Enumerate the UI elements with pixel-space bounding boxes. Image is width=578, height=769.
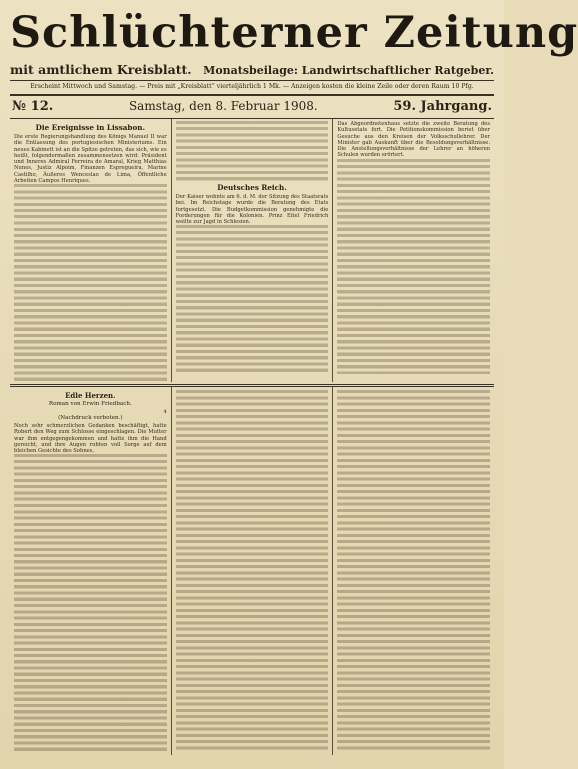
subhead-left: mit amtlichem Kreisblatt. bbox=[10, 62, 192, 77]
article-text-germany: Der Kaiser wohnte am 6. d. M. der Sitzung des Staatsrats bei. Im Reichstage wurde die Beratung des Etats fortgesetzt. Die Budgetkommission genehmigte die Forderungen für die Kolonien. Prinz Eitel Friedrich weilte zur Jagd in Schlesien. bbox=[175, 194, 329, 225]
publication-info: Erscheint Mittwoch und Samstag. — Preis mit „Kreisblatt“ vierteljährlich 1 Mk. — Anzeigen kosten die kleine Zeile oder deren Raum 10 Pfg. bbox=[30, 83, 474, 90]
serial-number: 4 bbox=[163, 409, 167, 415]
serial-text: Noch sehr schmerzlichen Gedanken beschäftigt, hatte Robert den Weg zum Schlosse eingeschlagen. Die Mutter war ihm entgegengekommen und hatte ihm die Hand gereicht, und ihre Augen ruhten voll Sorge auf dem bleichen Gesichte des Sohnes. bbox=[14, 423, 167, 454]
article-continuation bbox=[176, 225, 329, 375]
serial-author: Roman von Erwin Friedbach. bbox=[48, 401, 132, 407]
article-continuation bbox=[14, 184, 167, 384]
serial-continuation bbox=[337, 390, 490, 750]
serial-column bbox=[10, 387, 172, 755]
subhead-right: Monatsbeilage: Landwirtschaftlicher Ratgeber. bbox=[203, 64, 494, 77]
lower-columns bbox=[10, 387, 494, 755]
issue-bar bbox=[10, 96, 494, 116]
column-lower-3 bbox=[333, 387, 494, 755]
masthead-title: Schlüchterner Zeitung bbox=[10, 8, 578, 58]
article-continuation bbox=[337, 159, 490, 374]
subhead bbox=[10, 62, 494, 77]
serial-title: Edle Herzen. bbox=[65, 391, 116, 400]
serial-continuation bbox=[176, 390, 329, 750]
article-text-lisbon: Die erste Regierungshandlung des Königs Manuel II war die Entlassung des portugiesischen Ministeriums. Ein neues Kabinett ist an die Spitze getreten, das sich, wie es heißt, folgendermaßen zusammensetzen wird: Präsident und Inneres Admiral Ferreira do Amaral, Krieg Matthias Nunes, Justiz Alpoim, Finanzen Espregueira, Marine Castilho, Äußeres Wenceslao de Lima, Öffentliche Arbeiten Campos Henriques. bbox=[14, 134, 167, 184]
reprint-notice: (Nachdruck verboten.) bbox=[58, 415, 123, 421]
issue-year: 59. Jahrgang. bbox=[393, 99, 492, 114]
upper-columns bbox=[10, 118, 494, 382]
column-lower-2 bbox=[172, 387, 334, 755]
issue-date: Samstag, den 8. Februar 1908. bbox=[128, 99, 318, 113]
article-text-prussia: Das Abgeordnetenhaus setzte die zweite Beratung des Kultusetats fort. Die Petitionskommission beriet über Gesuche aus den Kreisen der Volksschullehrer. Der Minister gab Auskunft über die Besoldungsverhältnisse. Die Anstellungsverhältnisse der Lehrer an höheren Schulen wurden erörtert. bbox=[337, 121, 491, 159]
article-heading-lisbon: Die Ereignisse in Lissabon. bbox=[35, 123, 145, 132]
column-3 bbox=[333, 119, 494, 382]
article-heading-germany: Deutsches Reich. bbox=[217, 183, 287, 192]
serial-continuation bbox=[14, 454, 167, 754]
article-continuation bbox=[176, 121, 329, 181]
column-1 bbox=[10, 119, 172, 382]
issue-number: № 12. bbox=[12, 99, 54, 114]
column-2 bbox=[172, 119, 334, 382]
